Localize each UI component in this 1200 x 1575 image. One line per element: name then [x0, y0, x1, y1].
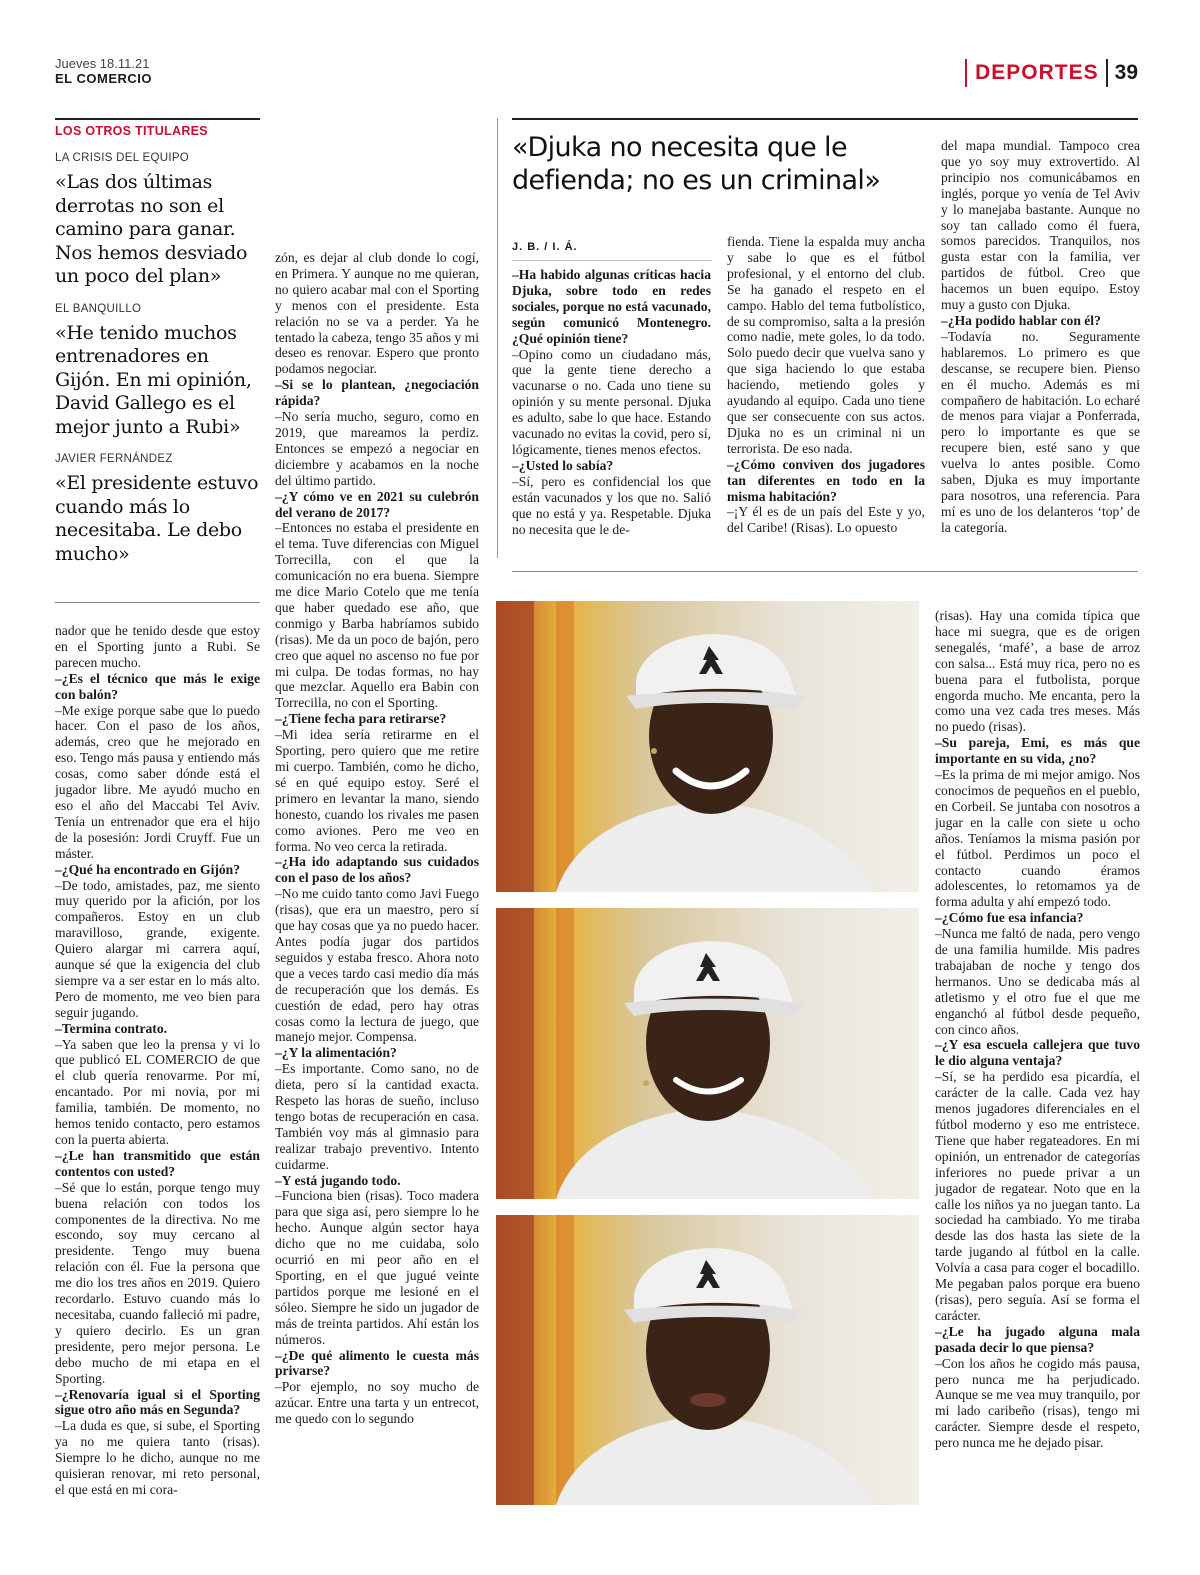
player-photo-1 — [496, 601, 919, 892]
player-photo-2 — [496, 908, 919, 1199]
interview-question: –¿Le han transmitido que están contentos con usted? — [55, 1147, 260, 1179]
player-photo-3 — [496, 1215, 919, 1505]
interview-question: –Ha habido algunas críticas hacia Djuka, sobre todo en redes sociales, porque no está vacunado, según comunicó Montenegro. ¿Qué opinión tiene? — [512, 267, 711, 346]
text-column-2 — [275, 250, 479, 1540]
interview-answer: –Con los años he cogido más pausa, pero nunca me ha perjudicado. Aunque se me vea muy tranquilo, por mi lado caribeño (risas), tengo mi carácter. Siempre desde el respeto, pero nunca me he dejado pisar. — [935, 1355, 1140, 1451]
interview-answer: –No sería mucho, seguro, como en 2019, que mareamos la perdiz. Entonces se empezó a negociar en diciembre y acabamos en la noche del último partido. — [275, 409, 479, 488]
interview-answer: –Todavía no. Seguramente hablaremos. Lo primero es que descanse, se recupere bien. Pienso en él mucho. Además es mi compañero de habitación. Lo echaré de menos para viajar a Ponferrada, pero lo importante es que se recupere bien, esté sano y que vuelva lo antes posible. Como saben, Djuka es muy importante para nosotros, una referencia. Para mí es uno de los delanteros ‘top’ de la categoría. — [941, 328, 1140, 535]
issue-date: Jueves 18.11.21 — [55, 56, 150, 71]
interview-answer: zón, es dejar al club donde lo cogí, en Primera. Y aunque no me quieran, no quiero acabar mal con el Sporting y menos con el presidente. Esta relación no se va a perder. Ya he tentado la cabeza, tengo 35 años y mi deseo es renovar. Espero que pronto podamos negociar. — [275, 250, 479, 377]
interview-question: –¿Ha podido hablar con él? — [941, 312, 1101, 328]
interview-answer: –Entonces no estaba el presidente en el tema. Tuve diferencias con Miguel Torrecilla, con el que la comunicación no era buena. Siempre me dice Mario Cotelo que me tenía que haber quedado ese año, que conmigo y Barba habríamos subido (risas). Me da un poco de bajón, pero creo que aquel no ascenso no fue por mi culpa. De todas formas, no hay que mezclar. Aquello era Babin con Torrecilla, no con el Sporting. — [275, 520, 479, 711]
sidebar-bottom-rule — [55, 602, 260, 603]
interview-question: –¿Le ha jugado alguna mala pasada decir lo que piensa? — [935, 1323, 1140, 1355]
text-column-3 — [512, 267, 711, 563]
interview-question: –¿Y cómo ve en 2021 su culebrón del verano de 2017? — [275, 488, 479, 520]
other-headlines-box — [55, 118, 260, 566]
sidebar-item — [55, 303, 260, 440]
interview-question: –¿Qué ha encontrado en Gijón? — [55, 861, 241, 877]
sidebar-item-quote: «Las dos últimas derrotas no son el camino para ganar. Nos hemos desviado un poco del plan» — [55, 171, 248, 287]
interview-question: –¿Usted lo sabía? — [512, 457, 614, 473]
sidebar-item-label: EL BANQUILLO — [55, 302, 142, 315]
page-number: 39 — [1114, 61, 1138, 84]
sidebar-title: LOS OTROS TITULARES — [55, 124, 208, 138]
interview-answer: –Me exige porque sabe que lo puedo hacer. Con el paso de los años, además, creo que he mejorado en eso. Tengo más pausa y entiendo más cosas, como saber dónde está el jugador libre. Me ayudó mucho en eso el año del Maccabi Tel Aviv. Tenía un entrenador que era el hijo de la posesión: Jordi Cruyff. Fue un máster. — [55, 702, 260, 861]
text-column-6 — [935, 608, 1140, 1543]
interview-answer: –Por ejemplo, no soy mucho de azúcar. Entre una tarta y un entrecot, me quedo con lo segundo — [275, 1379, 479, 1427]
interview-answer: –Funciona bien (risas). Toco madera para que siga así, pero siempre lo he hecho. Aunque algún sector haya dicho que no me cuidaba, solo ocurrió en mi peor año en el Sporting, en el que jugué veinte partidos porque me lesioné en el sóleo. Siempre he sido un jugador de más de treinta partidos. Ahí están los números. — [275, 1188, 479, 1347]
section-header — [965, 58, 1138, 88]
interview-answer: –Sí, se ha perdido esa picardía, el carácter de la calle. Cada vez hay menos jugadores diferenciales en el fútbol moderno y eso me entristece. Tiene que haber regateadores. En mi opinión, un entrenador de categorías inferiores no puede privar a un jugador de regatear. Noto que en la calle los niños ya no juegan tanto. La sociedad ha cambiado. Yo me tiraba desde las dos hasta las siete de la tarde jugando al fútbol en la calle. Volvía a casa para coger el bocadillo. Me pegaban palos porque era bueno (risas), pero seguía. Así se forma el carácter. — [935, 1069, 1140, 1323]
interview-answer: –Sé que lo están, porque tengo muy buena relación con todos los componentes de la directiva. No me escondo, soy muy cercano al presidente. Tengo muy buena relación con él. Fue la persona que me dio los tres años en 2019. Quiero recordarlo. Estuvo cuando más lo necesitaba, cuando falleció mi padre, y quiero decirlo. Es un gran presidente, pero mejor persona. Le debo mucho de mi etapa en el Sporting. — [55, 1179, 260, 1386]
interview-question: –¿Y esa escuela callejera que tuvo le dio alguna ventaja? — [935, 1037, 1140, 1069]
sidebar-item — [55, 453, 260, 566]
interview-question: –¿Ha ido adaptando sus cuidados con el paso de los años? — [275, 854, 479, 886]
section-accent-bar — [965, 59, 967, 87]
interview-answer: –No me cuido tanto como Javi Fuego (risas), que era un maestro, pero sí que hay cosas que ya no puedo hacer. Antes podía jugar dos partidos seguidos y estaba fresco. Ahora noto que a veces tardo casi medio día más de recuperación que los demás. Es cuestión de edad, pero hay otras cosas como la lectura de juego, que manejo mejor. Compensa. — [275, 886, 479, 1045]
interview-question: –¿Y la alimentación? — [275, 1045, 397, 1061]
interview-question: –¿Es el técnico que más le exige con balón? — [55, 670, 260, 702]
newspaper-name: EL COMERCIO — [55, 71, 152, 86]
sidebar-item-label: LA CRISIS DEL EQUIPO — [55, 152, 190, 164]
interview-question: –¿Cómo fue esa infancia? — [935, 910, 1084, 926]
interview-question: –Su pareja, Emi, es más que importante en su vida, ¿no? — [935, 735, 1140, 767]
interview-answer: –Es la prima de mi mejor amigo. Nos conocimos de pequeños en el pueblo, en Corbeil. Se juntaba con nosotros a jugar en la calle con siete u ocho años. Teníamos la misma pasión por el fútbol. Perdimos un poco el contacto cuando éramos adolescentes, lo retomamos ya de forma adulta y ahí empezó todo. — [935, 767, 1140, 910]
interview-question: –Si se lo plantean, ¿negociación rápida? — [275, 377, 479, 409]
sidebar-item-quote: «El presidente estuvo cuando más lo necesitaba. Le debo mucho» — [55, 472, 259, 565]
byline: J. B. / I. Á. — [512, 241, 578, 253]
byline-rule — [512, 260, 712, 261]
interview-answer: –Sí, pero es confidencial los que están vacunados y los que no. Salió que no está y ya. Respetable. Djuka no necesita que le de- — [512, 473, 711, 537]
article-top-rule — [512, 118, 1138, 120]
interview-answer: –Es importante. Como sano, no de dieta, pero sí la cantidad exacta. Respeto las horas de sueño, incluso tengo botas de recuperación en casa. También voy más al gimnasio para realizar trabajo preventivo. Intento cuidarme. — [275, 1061, 479, 1172]
interview-question: –Y está jugando todo. — [275, 1172, 401, 1188]
interview-answer: nador que he tenido desde que estoy en el Sporting junto a Rubi. Se parecen mucho. — [55, 623, 260, 670]
sidebar-item-quote: «He tenido muchos entrenadores en Gijón. En mi opinión, David Gallego es el mejor junto a Rubi» — [55, 321, 252, 438]
interview-answer: (risas). Hay una comida típica que hace mi suegra, que es de origen senegalés, ‘mafé’, a base de arroz con salsa... Está muy rica, pero no es buena para el futbolista, porque engorda mucho. Me encanta, pero la como una vez cada tres meses. Más no puedo (risas). — [935, 608, 1140, 735]
interview-question: –Termina contrato. — [55, 1020, 168, 1036]
interview-answer: –Nunca me faltó de nada, pero vengo de una familia humilde. Mis padres trabajaban de noche y tengo dos hermanos. Uno se dedicaba más al atletismo y el otro fue el que me enganchó al fútbol desde pequeño, con cinco años. — [935, 926, 1140, 1037]
interview-question: –¿Tiene fecha para retirarse? — [275, 711, 447, 727]
interview-answer: –Ya saben que leo la prensa y vi lo que publicó EL COMERCIO de que el club quería renovarme. Por mí, encantado. Por mi novia, por mi familia, también. De momento, no hemos tenido contacto, pero estamos con la puerta abierta. — [55, 1036, 260, 1147]
interview-question: –¿Renovaría igual si el Sporting sigue otro año más en Segunda? — [55, 1386, 260, 1418]
interview-answer: –Mi idea sería retirarme en el Sporting, pero quiero que me retire mi cuerpo. También, como he dicho, sé en qué equipo estoy. Seré el primero en levantar la mano, siendo honesto, cuando los rivales me pasen como aviones. Pero me veo en forma. No veo cerca la retirada. — [275, 727, 479, 854]
article-headline: «Djuka no necesita que le defienda; no es un criminal» — [512, 132, 881, 196]
sidebar-item — [55, 152, 260, 289]
sidebar-top-rule — [55, 118, 260, 120]
column-divider — [497, 118, 498, 558]
header-divider — [1106, 59, 1108, 87]
article-section-rule — [512, 571, 1138, 572]
interview-answer: –De todo, amistades, paz, me siento muy querido por la afición, por los compañeros. Estoy en un club maravilloso, grande, exigente. Quiero alargar mi carrera aquí, aunque sé que la exigencia del club siempre va a ser estar en lo más alto. Pero de momento, me veo bien para seguir jugando. — [55, 877, 260, 1020]
interview-answer: –La duda es que, si sube, el Sporting ya no me quiera tanto (risas). Siempre lo he dicho, aunque no me quisieran renovar, mi reto personal, el que está en mi cora- — [55, 1418, 260, 1497]
section-name: DEPORTES — [975, 61, 1099, 84]
interview-answer: –Opino como un ciudadano más, que la gente tiene derecho a vacunarse o no. Cada uno tiene su opinión y su mente personal. Djuka es adulto, sabe lo que hace. Estando vacunado no evitas la covid, pero sí, lógicamente, tienes menos efectos. — [512, 346, 711, 457]
interview-question: –¿De qué alimento le cuesta más privarse? — [275, 1347, 479, 1379]
interview-question: –¿Cómo conviven dos jugadores tan diferentes en todo en la misma habitación? — [727, 456, 925, 504]
text-column-4 — [727, 234, 925, 562]
interview-answer: –¡Y él es de un país del Este y yo, del Caribe! (Risas). Lo opuesto — [727, 504, 925, 536]
interview-answer: del mapa mundial. Tampoco crea que yo soy muy extrovertido. Al principio nos comunicábamos en inglés, porque yo venía de Tel Aviv y lo manejaba bastante. Aunque no soy tan callado como él fuera, somos parecidos. Tranquilos, nos gusta estar con la familia, ver partidos de fútbol. Creo que hacemos un buen equipo. Estoy muy a gusto con Djuka. — [941, 138, 1140, 313]
text-column-5 — [941, 138, 1140, 562]
sidebar-item-label: JAVIER FERNÁNDEZ — [55, 453, 173, 465]
interview-answer: fienda. Tiene la espalda muy ancha y sabe lo que es el fútbol profesional, y el entorno del club. Se ha ganado el respeto en el campo. Hablo del tema futbolístico, de su compromiso, salta a la presión como nadie, mete goles, lo da todo. Solo puedo decir que vuelva sano y que siga haciendo lo que estaba haciendo, metiendo goles y ayudando al equipo. Cada uno tiene que ser consecuente con sus actos. Djuka no es un criminal ni un terrorista. De eso nada. — [727, 234, 925, 456]
text-column-1 — [55, 623, 260, 1538]
